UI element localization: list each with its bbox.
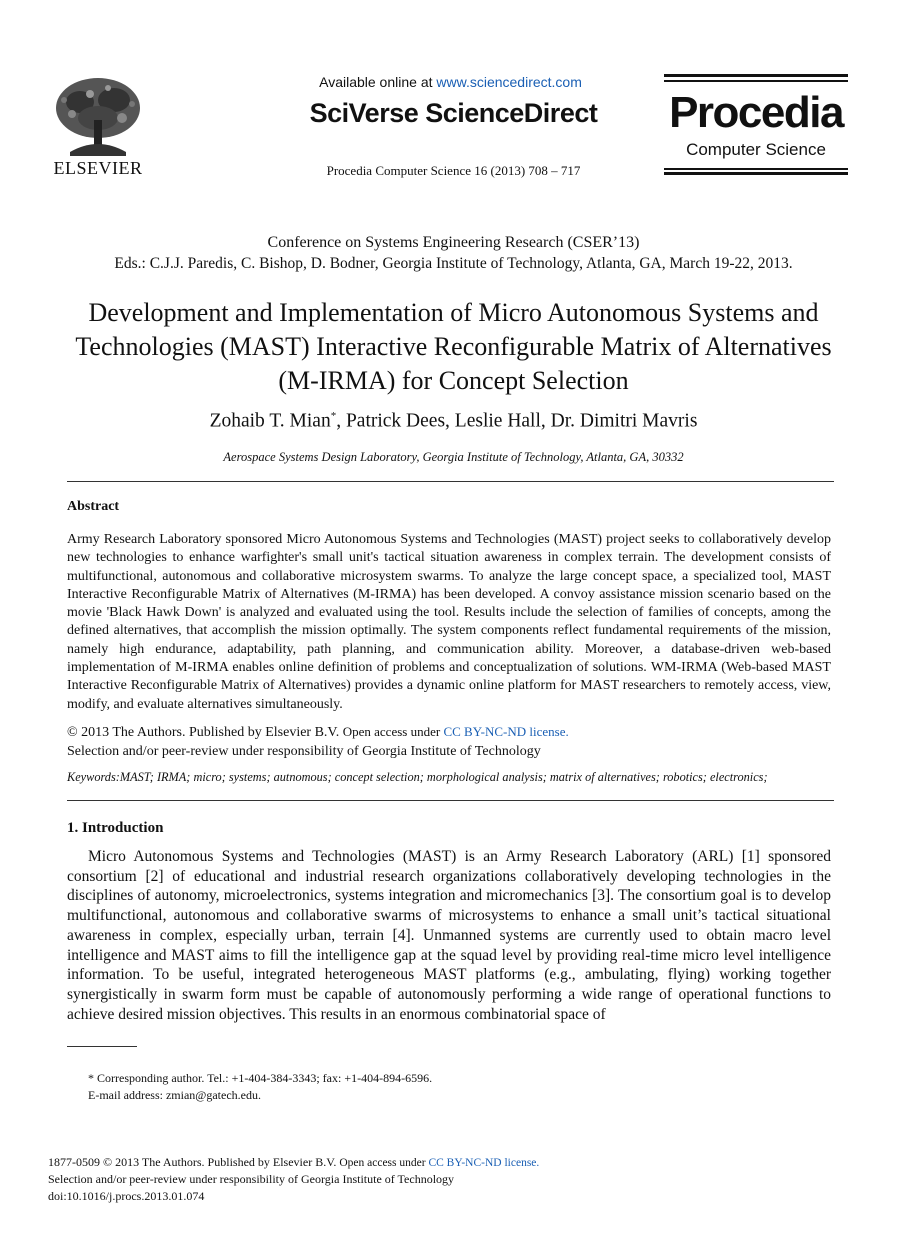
affiliation: Aerospace Systems Design Laboratory, Georgia Institute of Technology, Atlanta, GA, 30332	[223, 450, 684, 464]
author-list	[0, 410, 907, 433]
open-access-label: Open access under	[339, 1157, 429, 1169]
peer-review-line: Selection and/or peer-review under responsibility of Georgia Institute of Technology	[67, 744, 541, 759]
issn-copyright-line	[48, 1155, 539, 1170]
corresponding-author-footnote: * Corresponding author. Tel.: +1-404-384-3343; fax: +1-404-894-6596.	[88, 1071, 433, 1085]
logo-bar	[664, 168, 848, 170]
issn-text: 1877-0509 © 2013 The Authors. Published by Elsevier B.V.	[48, 1155, 340, 1169]
elsevier-wordmark: ELSEVIER	[53, 158, 143, 178]
email-footnote: E-mail address: zmian@gatech.edu.	[88, 1088, 261, 1102]
sciencedirect-link[interactable]: www.sciencedirect.com	[436, 74, 582, 90]
section-heading-introduction: 1. Introduction	[67, 820, 164, 836]
platform-name: SciVerse ScienceDirect	[309, 98, 598, 128]
procedia-subtitle: Computer Science	[686, 140, 826, 159]
doi: doi:10.1016/j.procs.2013.01.074	[48, 1189, 205, 1203]
license-link[interactable]: CC BY-NC-ND license.	[443, 724, 569, 739]
license-link-bottom[interactable]: CC BY-NC-ND license.	[428, 1157, 540, 1169]
abstract-heading: Abstract	[67, 499, 120, 514]
copyright-line	[67, 722, 831, 742]
journal-citation: Procedia Computer Science 16 (2013) 708 – 717	[326, 163, 581, 178]
logo-bar	[664, 74, 848, 77]
divider	[67, 481, 834, 482]
editors-line: Eds.: C.J.J. Paredis, C. Bishop, D. Bodner, Georgia Institute of Technology, Atlanta, GA, March 19-22, 2013.	[114, 255, 793, 272]
logo-bar	[664, 172, 848, 175]
footnote-divider	[67, 1046, 137, 1047]
other-authors: , Patrick Dees, Leslie Hall, Dr. Dimitri Mavris	[336, 410, 698, 432]
divider	[67, 800, 834, 801]
conference-name: Conference on Systems Engineering Research (CSER’13)	[267, 234, 640, 251]
peer-review-bottom: Selection and/or peer-review under responsibility of Georgia Institute of Technology	[48, 1172, 455, 1186]
keywords: Keywords:MAST; IRMA; micro; systems; autnomous; concept selection; morphological analysis; matrix of alternatives; robotics; electronics;	[67, 770, 768, 784]
copyright-main: © 2013 The Authors. Published by Elsevier B.V.	[67, 725, 343, 740]
logo-bar	[664, 80, 848, 82]
copyright-block	[67, 722, 831, 761]
procedia-wordmark: Procedia	[669, 88, 843, 137]
open-access-label: Open access under	[342, 724, 444, 739]
paper-title: Development and Implementation of Micro Autonomous Systems and Technologies (MAST) Interactive Reconfigurable Matrix of Alternatives (M-IRMA) for Concept Selection	[75, 298, 832, 395]
available-prefix: Available online at	[319, 74, 437, 90]
corresponding-mark: *	[330, 410, 337, 422]
introduction-text: Micro Autonomous Systems and Technologies (MAST) is an Army Research Laboratory (ARL) [1] sponsored consortium [2] of educational and industrial research organizations collaboratively developing technologies in the disciplines of autonomy, microelectronics, systems integration and micromechanics [3]. The consortium goal is to develop multifunctional, autonomous and collaborative swarms of microsystems to enhance a small unit’s tactical situational awareness in complex, especially urban, terrain [4]. Unmanned systems are currently used to obtain macro level intelligence and MAST aims to fill the intelligence gap at the squad level by providing real-time micro level intelligence information. To be useful, integrated heterogeneous MAST platforms (e.g., ambulating, flying) working together synergistically in swarm form must be capable of autonomously performing a wide range of operational functions to achieve desired mission objectives. This results in an enormous combinatorial space of	[67, 848, 831, 1023]
abstract-text: Army Research Laboratory sponsored Micro Autonomous Systems and Technologies (MAST) project seeks to collaboratively develop new technologies to enhance warfighter's small unit's tactical situation awareness in complex terrain. The development consists of multifunctional, autonomous and collaborative microsystem swarms. To analyze the large concept space, a specialized tool, MAST Interactive Reconfigurable Matrix of Alternatives (M-IRMA) has been developed. A convoy assistance mission scenario based on the movie 'Black Hawk Down' is analyzed and evaluated using the tool. Results include the selection of families of concepts, among the defined alternatives, that accomplish the mission optimally. The system components reflect fundamental requirements of the mission, namely high endurance, adaptability, path planning, and communication ability. Moreover, a database-driven web-based implementation of M-IRMA enables online definition of problems and conceptualization of solutions. WM-IRMA (Web-based MAST Interactive Reconfigurable Matrix of Alternatives) provides a dynamic online platform for MAST researchers to remotely access, view, modify, and evaluate alternatives simultaneously.	[67, 532, 831, 712]
first-author: Zohaib T. Mian	[209, 410, 331, 432]
procedia-logo	[664, 74, 848, 175]
